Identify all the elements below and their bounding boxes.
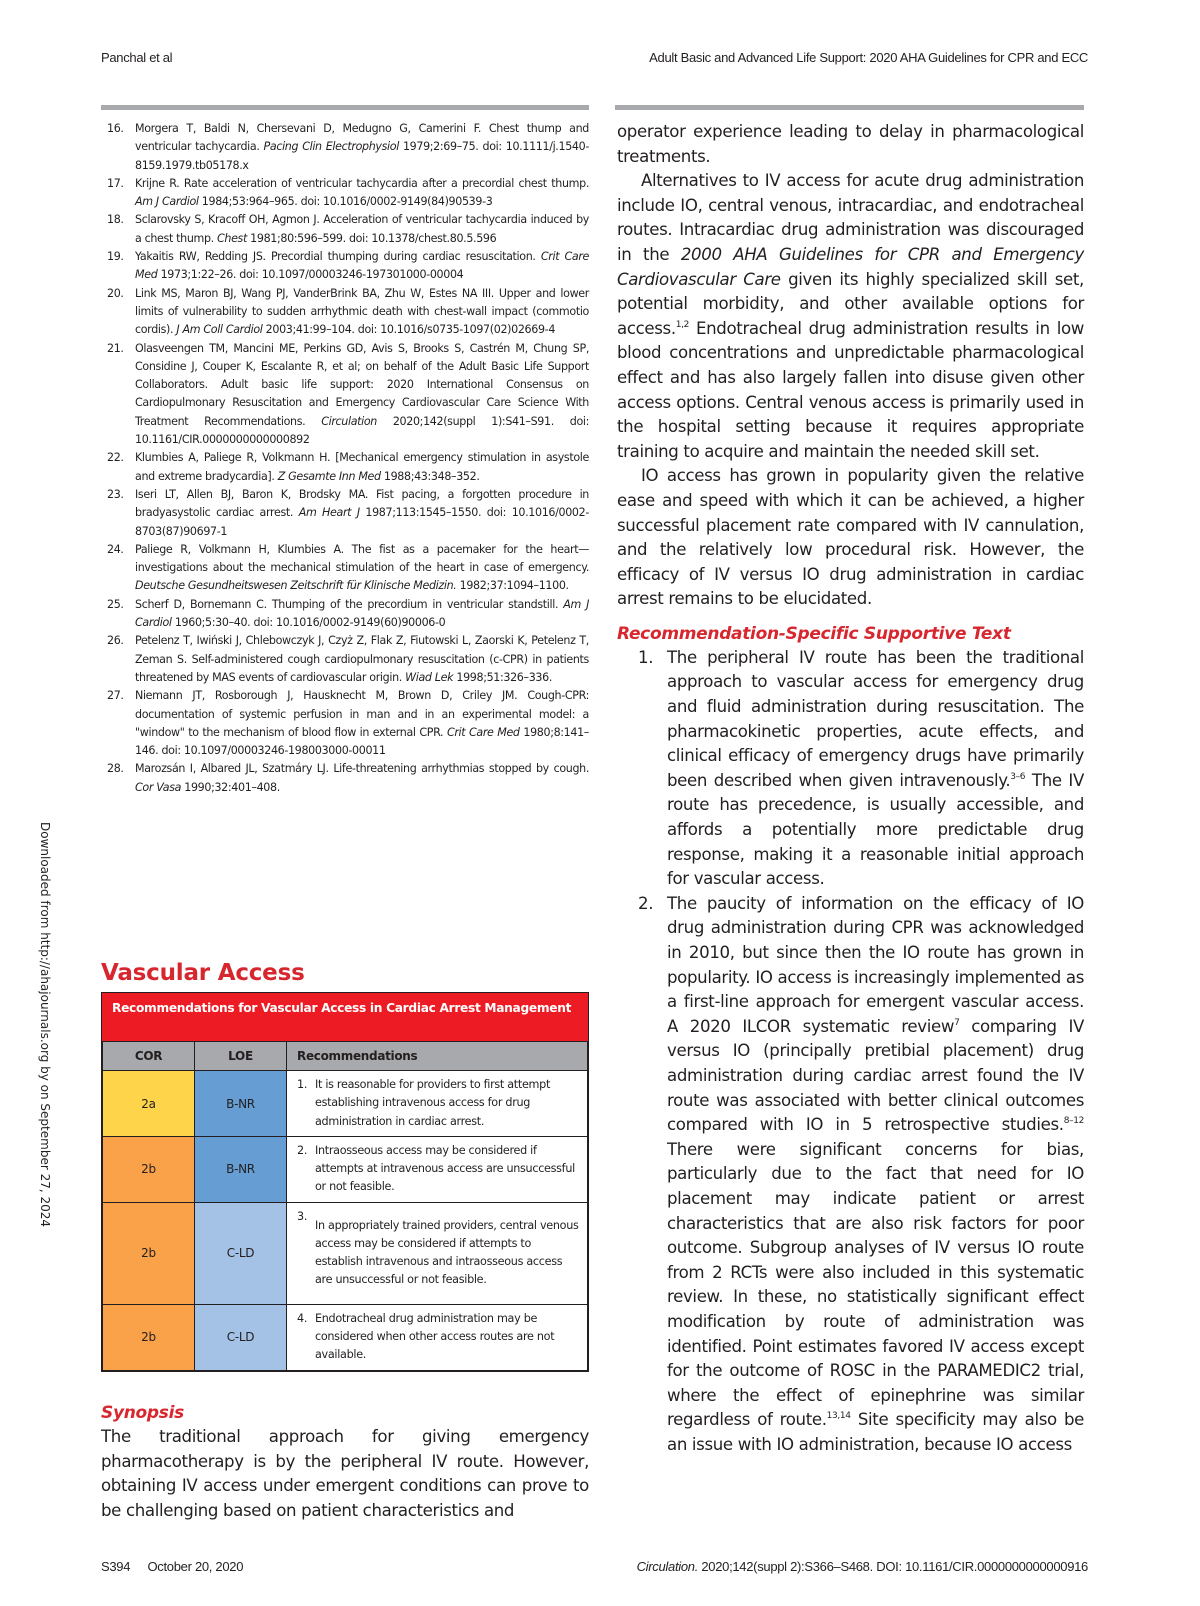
reference-text: Marozsán I, Albared JL, Szatmáry LJ. Life-threatening arrhythmias stopped by cough. bbox=[135, 762, 589, 776]
column-header-recommendations: Recommendations bbox=[287, 1042, 588, 1071]
reference-journal: Am J Cardiol bbox=[135, 195, 199, 209]
cor-badge: 2b bbox=[103, 1137, 195, 1203]
journal-name: Circulation. bbox=[636, 1559, 699, 1574]
paragraph-io-access: IO access has grown in popularity given the relative ease and speed with which it can be achieved, a higher successful placement rate compared with IV cannulation, and the relatively low procedural risk. However, the efficacy of IV versus IO drug administration in cardiac arrest remains to be elucidated. bbox=[617, 466, 1084, 609]
reference-journal: Crit Care Med bbox=[135, 250, 590, 282]
reference-number: 27. bbox=[107, 689, 124, 703]
item-text: comparing IV versus IO (principally pretibial placement) drug administration during cardiac arrest found the IV route was associated with better clinical outcomes compared with IO in 5 retrospective studies. bbox=[667, 1016, 1084, 1135]
citation-link[interactable]: 8–12 bbox=[1063, 1116, 1084, 1127]
supportive-text-heading: Recommendation-Specific Supportive Text bbox=[617, 623, 1011, 644]
reference-journal: Chest bbox=[217, 231, 247, 245]
reference-doi[interactable]: 1981;80:596–599. doi: 10.1378/chest.80.5.596 bbox=[246, 231, 497, 245]
header-rule-right bbox=[615, 105, 1084, 110]
citation-link[interactable]: 3–6 bbox=[1010, 771, 1026, 782]
reference-item bbox=[101, 340, 589, 450]
reference-doi[interactable]: 1987;113:1545–1550. doi: 10.1016/0002-8703(87)90697-1 bbox=[135, 506, 589, 538]
supportive-text-list bbox=[617, 646, 1084, 1458]
cor-badge: 2b bbox=[103, 1202, 195, 1304]
loe-badge: C-LD bbox=[195, 1202, 287, 1304]
recommendation-text: In appropriately trained providers, central venous access may be considered if attempts to establish intravenous and intraosseous access are unsuccessful or not feasible. bbox=[315, 1218, 579, 1287]
reference-doi: 1998;51:326–336. bbox=[453, 670, 553, 684]
paragraph-alternatives bbox=[617, 169, 1084, 464]
cor-badge: 2b bbox=[103, 1304, 195, 1370]
reference-doi[interactable]: 1980;8:141–146. doi: 10.1097/00003246-198003000-00011 bbox=[135, 725, 589, 758]
citation-link[interactable]: 1,2 bbox=[675, 319, 690, 330]
paragraph-continued: operator experience leading to delay in pharmacological treatments. bbox=[617, 122, 1084, 166]
reference-item bbox=[101, 486, 589, 541]
reference-number: 25. bbox=[107, 597, 124, 611]
reference-item bbox=[101, 285, 589, 340]
reference-text: Olasveengen TM, Mancini ME, Perkins GD, Avis S, Brooks S, Castrén M, Chung SP, Considine J, Couper K, Escalante R, et al; on behalf of the Adult Basic Life Support Collaborators. Adult basic life support: 2020 International Consensus on Cardiopulmonary Resuscitation and Emergency Cardiovascular Care Science With Treatment Recommendations. bbox=[135, 341, 589, 428]
reference-item bbox=[101, 175, 589, 212]
column-header-loe: LOE bbox=[195, 1042, 287, 1071]
footer-left bbox=[101, 1559, 243, 1574]
reference-item bbox=[101, 248, 589, 285]
supportive-item bbox=[617, 646, 1084, 892]
reference-text: Yakaitis RW, Redding JS. Precordial thumping during cardiac resuscitation. bbox=[135, 250, 541, 264]
item-number: 2. bbox=[638, 893, 654, 913]
reference-number: 18. bbox=[107, 213, 124, 227]
reference-journal: Am Heart J bbox=[298, 506, 360, 520]
item-text: The peripheral IV route has been the traditional approach to vascular access for emergency drug and fluid administration during resuscitation. The pharmacokinetic properties, acute effects, and clinical efficacy of emergency drugs have primarily been described when given intravenously. bbox=[667, 647, 1084, 790]
recommendation-cell bbox=[287, 1304, 588, 1370]
page-number: S394 bbox=[101, 1559, 131, 1574]
footer-citation bbox=[637, 1559, 1088, 1574]
item-text: The paucity of information on the efficacy of IO drug administration during CPR was acknowledged in 2010, but since then the IO route has grown in popularity. IO access is increasingly implemented as a first-line approach for emergent vascular access. A 2020 ILCOR systematic review bbox=[667, 893, 1084, 1036]
table-row bbox=[103, 1304, 588, 1370]
item-number: 1. bbox=[638, 647, 654, 667]
recommendation-number: 2. bbox=[297, 1144, 308, 1157]
running-head-authors: Panchal et al bbox=[101, 50, 173, 65]
reference-list bbox=[101, 120, 589, 797]
reference-doi: 1982;37:1094–1100. bbox=[456, 579, 569, 593]
supportive-item bbox=[617, 892, 1084, 1458]
reference-journal: Deutsche Gesundheitswesen Zeitschrift für Klinische Medizin. bbox=[135, 579, 457, 593]
doi-citation[interactable]: 2020;142(suppl 2):S366–S468. DOI: 10.1161/CIR.0000000000000916 bbox=[698, 1559, 1088, 1574]
loe-badge: C-LD bbox=[195, 1304, 287, 1370]
reference-doi[interactable]: 2020;142(suppl 1):S41–S91. doi: 10.1161/CIR.0000000000000892 bbox=[135, 414, 589, 447]
recommendation-number: 1. bbox=[297, 1078, 308, 1091]
reference-number: 16. bbox=[107, 122, 124, 135]
reference-item bbox=[101, 449, 589, 486]
reference-number: 22. bbox=[107, 451, 124, 465]
reference-journal: J Am Coll Cardiol bbox=[176, 323, 263, 337]
reference-journal: Wiad Lek bbox=[405, 670, 454, 684]
reference-journal: Am J Cardiol bbox=[135, 597, 590, 630]
table-row bbox=[103, 1202, 588, 1304]
recommendation-number: 4. bbox=[297, 1311, 308, 1325]
download-watermark-text: Downloaded from http://ahajournals.org by on September 27, 2024 bbox=[38, 822, 52, 1228]
citation-link[interactable]: 13,14 bbox=[826, 1411, 851, 1422]
recommendation-cell bbox=[287, 1137, 588, 1203]
reference-journal: Cor Vasa bbox=[135, 780, 182, 794]
reference-number: 23. bbox=[107, 487, 124, 501]
reference-number: 20. bbox=[107, 286, 124, 300]
reference-text: Niemann JT, Rosborough J, Hausknecht M, Brown D, Criley JM. Cough-CPR: documentation of systemic perfusion in man and in an experimental model: a "window" to the mechanism of blood flow in external CPR. bbox=[135, 689, 589, 739]
recommendation-number: 3. bbox=[297, 1209, 308, 1223]
loe-badge: B-NR bbox=[195, 1137, 287, 1203]
reference-number: 19. bbox=[107, 250, 124, 264]
reference-doi[interactable]: 1979;2:69–75. doi: 10.1111/j.1540-8159.1979.tb05178.x bbox=[135, 140, 589, 172]
paragraph-text: given its highly specialized skill set, potential morbidity, and other available options for access. bbox=[617, 269, 1084, 338]
reference-text: Klumbies A, Paliege R, Volkmann H. [Mechanical emergency stimulation in asystole and extreme bradycardia]. bbox=[135, 451, 589, 483]
reference-text: Link MS, Maron BJ, Wang PJ, VanderBrink BA, Zhu W, Estes NA III. Upper and lower limits of vulnerability to sudden arrhythmic death with chest-wall impact (commotio cordis). bbox=[135, 286, 589, 337]
citation-link[interactable]: 7 bbox=[954, 1017, 960, 1028]
reference-doi[interactable]: 1973;1:22–26. doi: 10.1097/00003246-197301000-00004 bbox=[157, 268, 464, 282]
reference-doi[interactable]: 1984;53:964–965. doi: 10.1016/0002-9149(84)90539-3 bbox=[198, 195, 493, 209]
reference-doi[interactable]: 1960;5:30–40. doi: 10.1016/0002-9149(60)90006-0 bbox=[171, 616, 446, 630]
reference-item bbox=[101, 120, 589, 175]
reference-number: 24. bbox=[107, 542, 124, 556]
recommendation-text: Intraosseous access may be considered if attempts at intravenous access are unsuccessful or not feasible. bbox=[315, 1144, 575, 1194]
reference-journal: Pacing Clin Electrophysiol bbox=[263, 140, 399, 154]
reference-number: 21. bbox=[107, 341, 124, 355]
reference-journal: Z Gesamte Inn Med bbox=[277, 469, 381, 483]
item-text: There were significant concerns for bias, particularly due to the fact that need for IO placement may indicate patient or arrest characteristics that are also risk factors for poor outcome. Subgroup analyses of IV versus IO route from 2 RCTs were also included in this systematic review. In these, no statistically significant effect modification by route of administration was identified. Point estimates favored IV access except for the outcome of ROSC in the PARAMEDIC2 trial, where the effect of epinephrine was similar regardless of route. bbox=[667, 1139, 1084, 1430]
paragraph-text: Endotracheal drug administration results in low blood concentrations and unpredictable pharmacological effect and has also largely fallen into disuse given other access options. Central venous access is primarily used in the hospital setting because it requires appropriate training to acquire and maintain the needed skill set. bbox=[617, 318, 1084, 461]
reference-doi: 1990;32:401–408. bbox=[181, 780, 280, 794]
reference-text: Krijne R. Rate acceleration of ventricular tachycardia after a precordial chest thump. bbox=[135, 176, 589, 190]
table-caption: Recommendations for Vascular Access in Cardiac Arrest Management bbox=[102, 993, 588, 1041]
section-title-vascular-access: Vascular Access bbox=[101, 960, 305, 986]
body-column-right bbox=[617, 120, 1084, 1457]
reference-text: Sclarovsky S, Kracoff OH, Agmon J. Acceleration of ventricular tachycardia induced by a chest thump. bbox=[135, 213, 589, 245]
paragraph-text: Alternatives to IV access for acute drug administration include IO, central venous, intracardiac, and endotracheal routes. Intracardiac drug administration was discouraged in the bbox=[617, 171, 1084, 264]
column-header-cor: COR bbox=[103, 1042, 195, 1071]
guideline-title: 2000 AHA Guidelines for CPR and Emergency Cardiovascular Care bbox=[617, 244, 1084, 289]
synopsis-paragraph: The traditional approach for giving emergency pharmacotherapy is by the peripheral IV route. However, obtaining IV access under emergent conditions can prove to be challenging based on patient characteristics and bbox=[101, 1427, 589, 1520]
reference-doi[interactable]: 2003;41:99–104. doi: 10.1016/s0735-1097(02)02669-4 bbox=[262, 323, 556, 337]
recommendations-table bbox=[101, 992, 589, 1372]
reference-journal: Circulation bbox=[321, 414, 377, 428]
reference-number: 17. bbox=[107, 176, 124, 190]
table-row bbox=[103, 1137, 588, 1203]
table-header-row bbox=[103, 1042, 588, 1071]
publication-date: October 20, 2020 bbox=[147, 1559, 244, 1574]
reference-doi: 1988;43:348–352. bbox=[380, 469, 480, 483]
item-text: The IV route has precedence, is usually accessible, and affords a potentially more predictable drug response, making it a reasonable initial approach for vascular access. bbox=[667, 770, 1084, 889]
running-head-title: Adult Basic and Advanced Life Support: 2020 AHA Guidelines for CPR and ECC bbox=[649, 50, 1088, 65]
recommendation-text: Endotracheal drug administration may be considered when other access routes are not available. bbox=[315, 1311, 555, 1362]
reference-item bbox=[101, 541, 589, 596]
loe-badge: B-NR bbox=[195, 1071, 287, 1137]
reference-item bbox=[101, 687, 589, 760]
recommendation-cell bbox=[287, 1071, 588, 1137]
reference-item bbox=[101, 596, 589, 633]
reference-number: 26. bbox=[107, 634, 124, 648]
reference-text: Iseri LT, Allen BJ, Baron K, Brodsky MA. Fist pacing, a forgotten procedure in bradyasystolic cardiac arrest. bbox=[135, 487, 589, 520]
reference-text: Petelenz T, Iwiński J, Chlebowczyk J, Czyż Z, Flak Z, Fiutowski L, Zaorski K, Petelenz T, Zeman S. Self-administered cough cardiopulmonary resuscitation (c-CPR) in patients threatened by MAS events of cardiovascular origin. bbox=[135, 634, 589, 684]
table-row bbox=[103, 1071, 588, 1137]
recommendation-text: It is reasonable for providers to first attempt establishing intravenous access for drug administration in cardiac arrest. bbox=[315, 1078, 551, 1128]
synopsis-heading: Synopsis bbox=[101, 1403, 184, 1423]
recommendation-cell bbox=[287, 1202, 588, 1304]
item-text: Site specificity may also be an issue with IO administration, because IO access bbox=[667, 1410, 1085, 1454]
cor-badge: 2a bbox=[103, 1071, 195, 1137]
synopsis-section bbox=[101, 1401, 589, 1523]
reference-journal: Crit Care Med bbox=[446, 725, 520, 739]
reference-text: Paliege R, Volkmann H, Klumbies A. The fist as a pacemaker for the heart—investigations about the mechanical stimulation of the heart in case of emergency. bbox=[135, 542, 589, 575]
download-watermark bbox=[32, 822, 56, 1228]
references-column bbox=[101, 120, 589, 797]
reference-item bbox=[101, 632, 589, 687]
reference-text: Scherf D, Bornemann C. Thumping of the precordium in ventricular standstill. bbox=[135, 597, 564, 611]
reference-item bbox=[101, 760, 589, 797]
reference-number: 28. bbox=[107, 762, 124, 776]
reference-item bbox=[101, 211, 589, 248]
header-rule-left bbox=[101, 105, 589, 110]
reference-text: Morgera T, Baldi N, Chersevani D, Medugno G, Camerini F. Chest thump and ventricular tachycardia. bbox=[135, 122, 589, 154]
